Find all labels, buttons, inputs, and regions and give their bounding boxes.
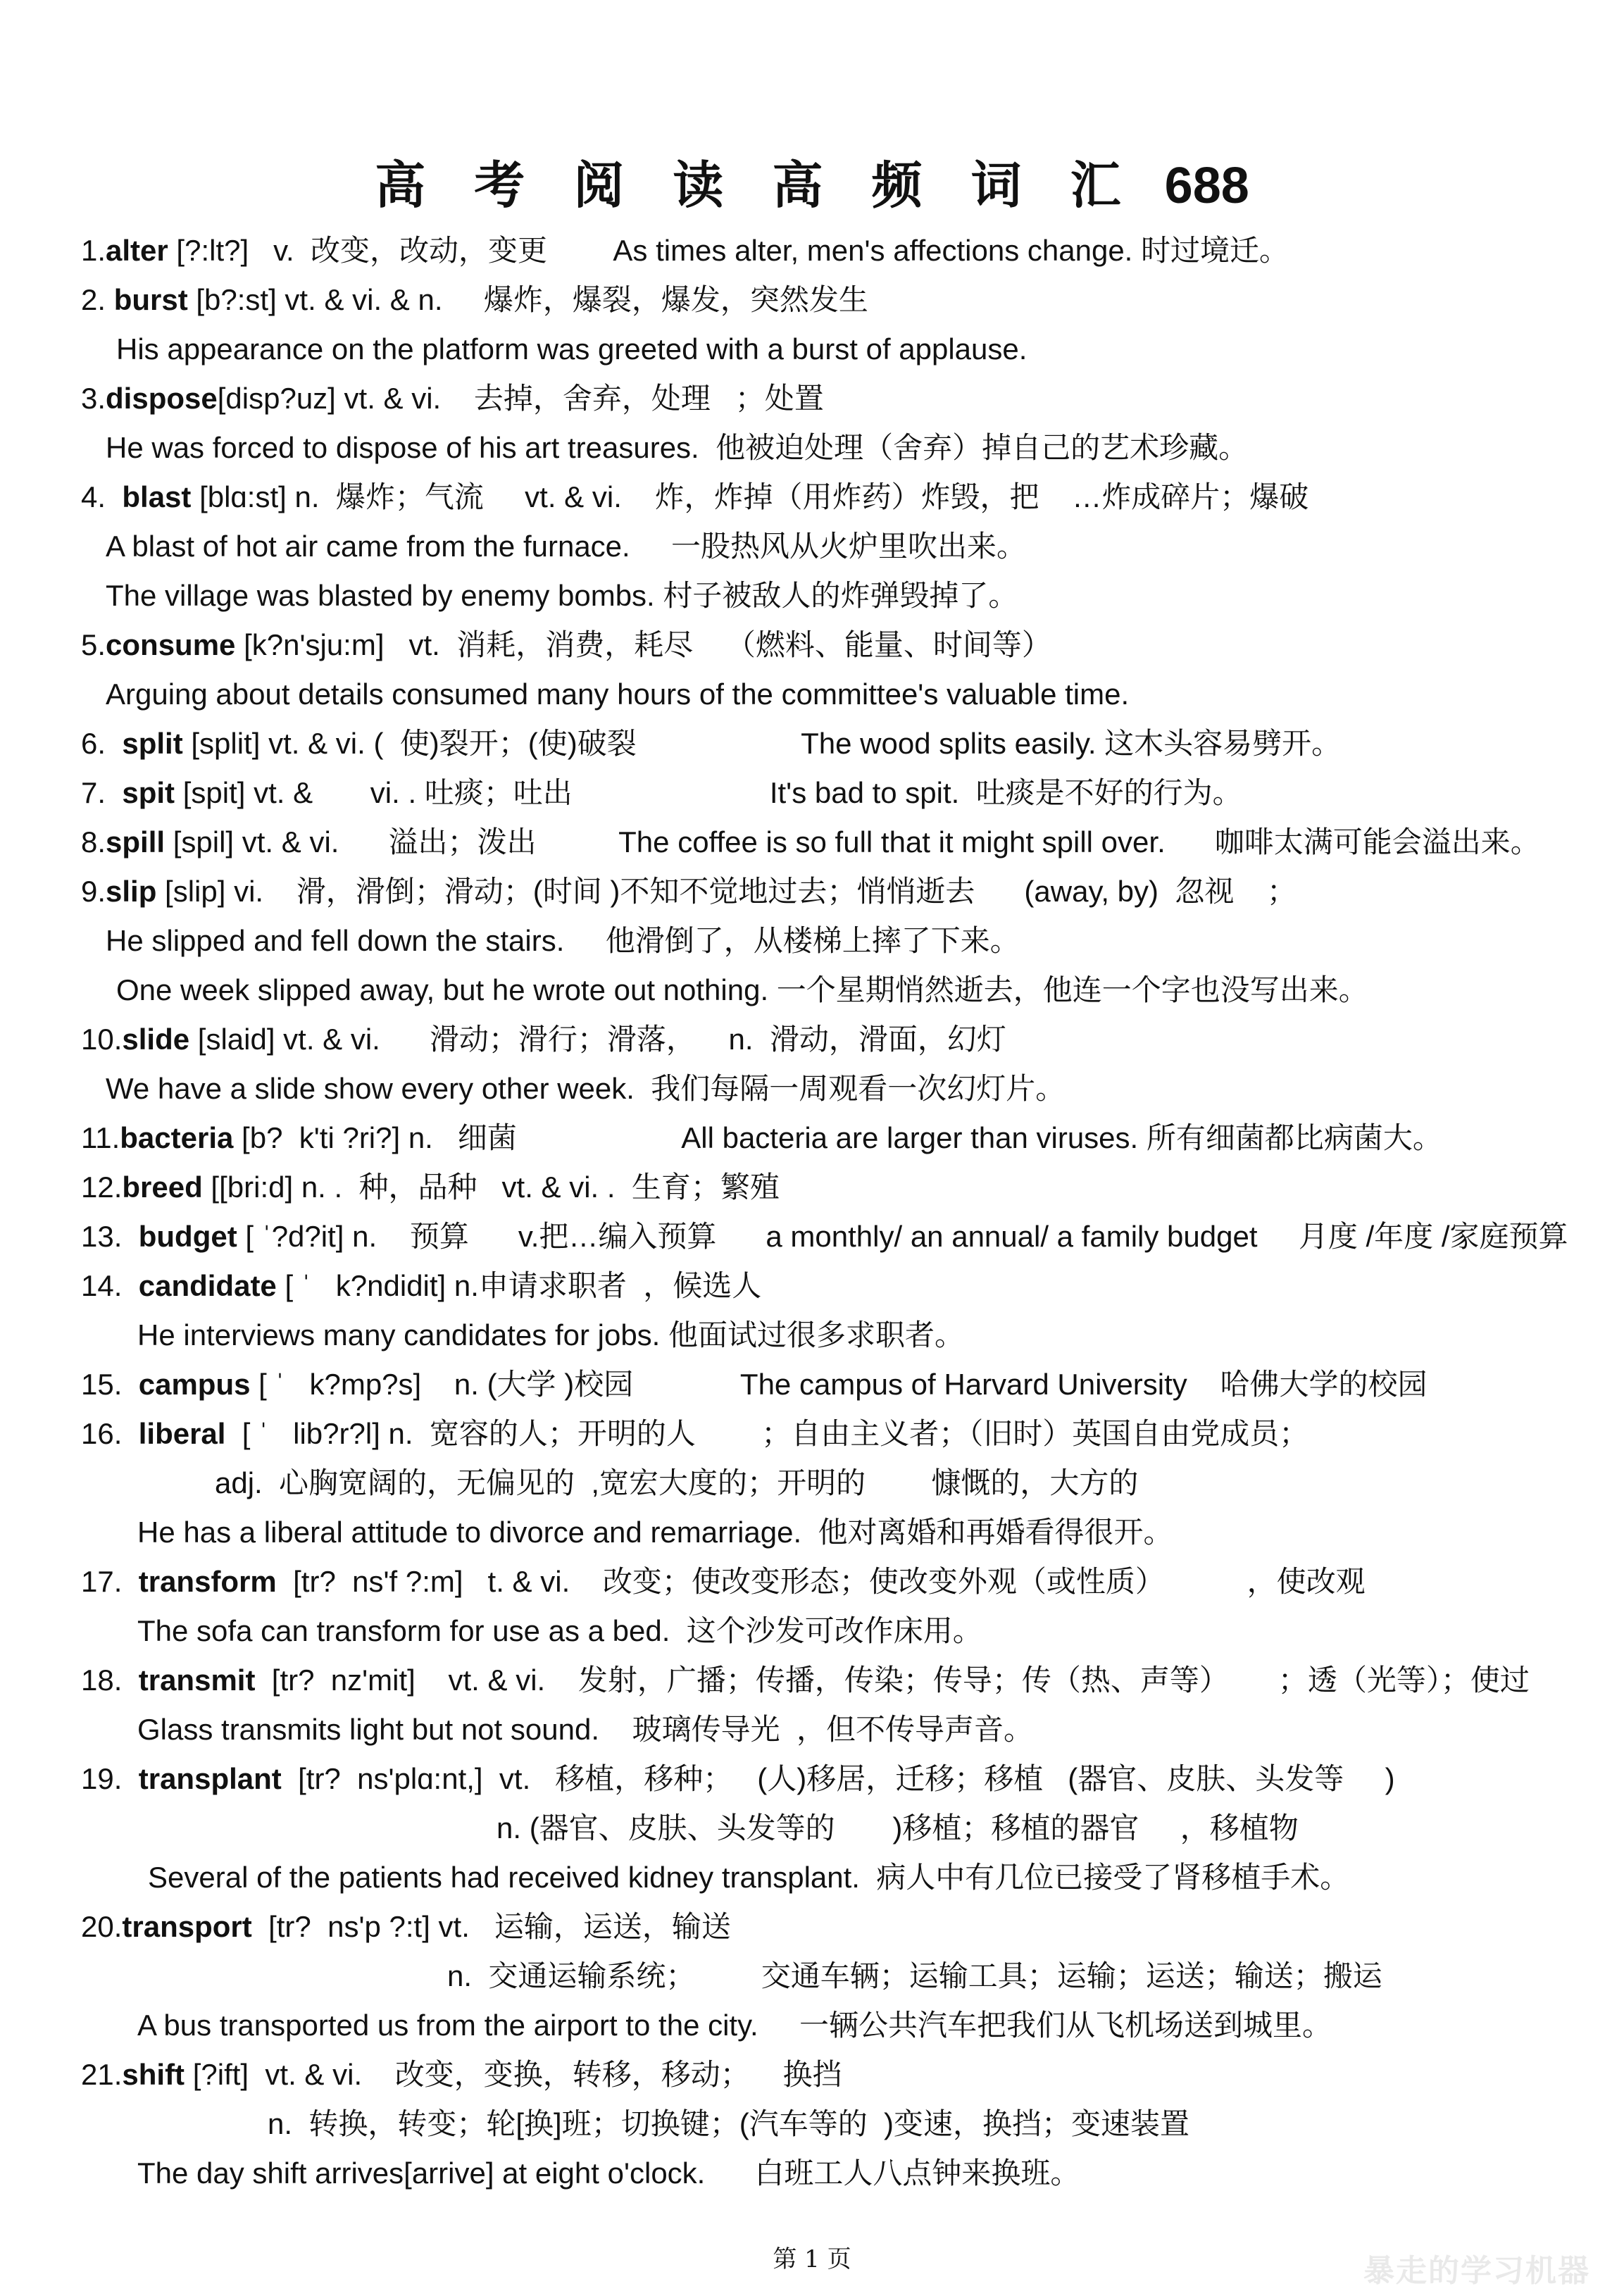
example-line bbox=[137, 2007, 1332, 2044]
entry-word: liberal bbox=[138, 1417, 226, 1450]
entry-definition: [b? k'ti ?ri?] n. 细菌 All bacteria are larger than viruses. 所有细菌都比病菌大。 bbox=[233, 1121, 1442, 1154]
entry-word: transmit bbox=[138, 1663, 256, 1697]
entry-definition: [tr? ns'f ?:m] t. & vi. 改变；使改变形态；使改变外观（或性质） ，使改观 bbox=[276, 1565, 1366, 1598]
example-line bbox=[116, 331, 1027, 368]
example-text: He interviews many candidates for jobs. 他面试过很多求职者。 bbox=[137, 1318, 965, 1351]
entry-number: 11. bbox=[81, 1121, 120, 1154]
entry-definition: [spil] vt. & vi. 溢出；泼出 The coffee is so full that it might spill over. 咖啡太满可能会溢出来。 bbox=[165, 825, 1540, 859]
vocab-entry bbox=[81, 1268, 761, 1304]
entry-definition: [k?n'sju:m] vt. 消耗，消费，耗尽 （燃料、能量、时间等） bbox=[235, 628, 1051, 661]
example-line bbox=[137, 1317, 964, 1354]
example-line bbox=[106, 923, 1020, 959]
example-line bbox=[268, 2106, 1189, 2142]
example-line bbox=[137, 1514, 1173, 1551]
entry-word: spit bbox=[122, 776, 175, 809]
example-line bbox=[496, 1810, 1299, 1847]
vocab-entry bbox=[81, 775, 1242, 811]
example-text: A bus transported us from the airport to the city. 一辆公共汽车把我们从飞机场送到城里。 bbox=[137, 2009, 1332, 2042]
entry-word: transform bbox=[138, 1565, 277, 1598]
vocab-entry bbox=[81, 1021, 1006, 1058]
entry-word: bacteria bbox=[120, 1121, 234, 1154]
vocab-entry bbox=[81, 282, 868, 318]
entry-word: transplant bbox=[138, 1762, 282, 1795]
example-text: A blast of hot air came from the furnace. 一股热风从火炉里吹出来。 bbox=[106, 530, 1027, 563]
vocab-entry bbox=[81, 1761, 1395, 1797]
example-text: He has a liberal attitude to divorce and remarriage. 他对离婚和再婚看得很开。 bbox=[137, 1516, 1173, 1549]
example-line bbox=[106, 676, 1129, 713]
vocab-entry bbox=[81, 1169, 780, 1206]
title-text: 高 考 阅 读 高 频 词 汇 bbox=[375, 155, 1137, 215]
entry-word: budget bbox=[138, 1220, 237, 1253]
entry-definition: [b?:st] vt. & vi. & n. 爆炸，爆裂，爆发，突然发生 bbox=[187, 283, 868, 316]
entry-definition: [spit] vt. & vi. . 吐痰；吐出 It's bad to spit. 吐痰是不好的行为。 bbox=[175, 776, 1242, 809]
entry-definition: [[bri:d] n. . 种，品种 vt. & vi. . 生育；繁殖 bbox=[202, 1171, 780, 1204]
entry-word: candidate bbox=[138, 1269, 277, 1302]
entry-word: alter bbox=[106, 234, 168, 267]
example-text: The village was blasted by enemy bombs. 村子被敌人的炸弹毁掉了。 bbox=[106, 579, 1018, 612]
vocab-entry bbox=[81, 725, 1341, 762]
entry-word: campus bbox=[138, 1368, 251, 1401]
vocab-entry bbox=[81, 1416, 1308, 1452]
entry-number: 19. bbox=[81, 1762, 139, 1795]
entry-number: 7. bbox=[81, 776, 123, 809]
example-line bbox=[116, 972, 1368, 1009]
vocab-entry bbox=[81, 873, 1297, 910]
entry-definition: [split] vt. & vi. ( 使)裂开；(使)破裂 The wood splits easily. 这木头容易劈开。 bbox=[182, 727, 1342, 760]
entry-definition: [tr? ns'plɑ:nt,] vt. 移植，移种； (人)移居，迁移；移植 (器官、皮肤、头发等 ) bbox=[281, 1762, 1395, 1795]
entry-number: 17. bbox=[81, 1565, 139, 1598]
example-text: We have a slide show every other week. 我们每隔一周观看一次幻灯片。 bbox=[106, 1072, 1066, 1105]
entry-number: 14. bbox=[81, 1269, 139, 1302]
entry-number: 12. bbox=[81, 1171, 123, 1204]
entry-definition: [disp?uz] vt. & vi. 去掉，舍弃，处理 ；处置 bbox=[217, 382, 824, 415]
entry-word: slip bbox=[106, 875, 157, 908]
vocab-entry bbox=[81, 1366, 1427, 1403]
example-text: n. 转换，转变；轮[换]班；切换键；(汽车等的 )变速，换挡；变速装置 bbox=[268, 2107, 1190, 2140]
entry-definition: [ ˈ lib?r?l] n. 宽容的人；开明的人 ；自由主义者；（旧时）英国自由党成员； bbox=[225, 1417, 1309, 1450]
example-line bbox=[447, 1958, 1382, 1995]
example-text: adj. 心胸宽阔的，无偏见的 ,宽宏大度的；开明的 慷慨的，大方的 bbox=[215, 1466, 1139, 1499]
entry-word: transport bbox=[122, 1910, 252, 1943]
example-line bbox=[106, 430, 1248, 466]
page-title bbox=[0, 144, 1624, 218]
vocab-entry bbox=[81, 824, 1540, 861]
example-text: The sofa can transform for use as a bed. 这个沙发可改作床用。 bbox=[137, 1614, 982, 1647]
example-line bbox=[137, 2155, 1080, 2192]
entry-definition: [blɑ:st] n. 爆炸；气流 vt. & vi. 炸，炸掉（用炸药）炸毁，把 …炸成碎片；爆破 bbox=[191, 480, 1309, 513]
vocab-entry bbox=[81, 232, 1289, 269]
example-line bbox=[106, 528, 1026, 565]
entry-number: 8. bbox=[81, 825, 106, 859]
entry-number: 10. bbox=[81, 1023, 123, 1056]
example-text: He was forced to dispose of his art treasures. 他被迫处理（舍弃）掉自己的艺术珍藏。 bbox=[106, 431, 1249, 464]
entry-number: 16. bbox=[81, 1417, 139, 1450]
entry-number: 15. bbox=[81, 1368, 139, 1401]
entry-number: 18. bbox=[81, 1663, 139, 1697]
example-text: Several of the patients had received kidney transplant. 病人中有几位已接受了肾移植手术。 bbox=[148, 1861, 1350, 1894]
entry-definition: [tr? ns'p ?:t] vt. 运输，运送，输送 bbox=[251, 1910, 731, 1943]
example-line bbox=[137, 1711, 1033, 1748]
example-text: n. 交通运输系统； 交通车辆；运输工具；运输；运送；输送；搬运 bbox=[447, 1959, 1382, 1992]
vocab-entry bbox=[81, 2056, 842, 2093]
example-text: He slipped and fell down the stairs. 他滑倒了，从楼梯上摔了下来。 bbox=[106, 924, 1020, 957]
entry-word: burst bbox=[113, 283, 188, 316]
example-text: The day shift arrives[arrive] at eight o'clock. 白班工人八点钟来换班。 bbox=[137, 2156, 1080, 2190]
page-number: 第 1 页 bbox=[773, 2245, 851, 2273]
entry-definition: [ ˈ k?mp?s] n. (大学 )校园 The campus of Harvard University 哈佛大学的校园 bbox=[250, 1368, 1428, 1401]
vocab-entry bbox=[81, 1909, 731, 1945]
entry-number: 21. bbox=[81, 2058, 123, 2091]
entry-number: 2. bbox=[81, 283, 114, 316]
entry-word: slide bbox=[122, 1023, 190, 1056]
entry-number: 4. bbox=[81, 480, 123, 513]
entry-number: 1. bbox=[81, 234, 106, 267]
entry-number: 9. bbox=[81, 875, 106, 908]
entry-word: breed bbox=[122, 1171, 203, 1204]
vocab-entry bbox=[81, 1218, 1568, 1255]
entry-definition: [slaid] vt. & vi. 滑动；滑行；滑落， n. 滑动，滑面，幻灯 bbox=[189, 1023, 1006, 1056]
example-line bbox=[106, 1070, 1065, 1107]
example-text: n. (器官、皮肤、头发等的 )移植；移植的器官 ，移植物 bbox=[496, 1811, 1299, 1844]
entry-number: 6. bbox=[81, 727, 123, 760]
entry-definition: [ ˈ?d?it] n. 预算 v.把…编入预算 a monthly/ an annual/ a family budget 月度 /年度 /家庭预算 bbox=[237, 1220, 1568, 1253]
entry-word: dispose bbox=[106, 382, 218, 415]
entry-word: shift bbox=[122, 2058, 185, 2091]
entry-word: spill bbox=[106, 825, 165, 859]
entry-definition: [?:lt?] v. 改变，改动，变更 As times alter, men's affections change. 时过境迁。 bbox=[168, 234, 1289, 267]
watermark: 暴走的学习机器 bbox=[1363, 2253, 1590, 2289]
entry-definition: [ ˈ k?ndidit] n.申请求职者 ，候选人 bbox=[276, 1269, 762, 1302]
entry-number: 3. bbox=[81, 382, 106, 415]
entry-definition: [?ift] vt. & vi. 改变，变换，转移，移动； 换挡 bbox=[185, 2058, 842, 2091]
example-text: One week slipped away, but he wrote out nothing. 一个星期悄然逝去，他连一个字也没写出来。 bbox=[116, 973, 1368, 1006]
vocab-entry bbox=[81, 1120, 1442, 1156]
example-text: Glass transmits light but not sound. 玻璃传导光 ，但不传导声音。 bbox=[137, 1713, 1033, 1746]
title-number: 688 bbox=[1164, 158, 1249, 214]
entry-definition: [tr? nz'mit] vt. & vi. 发射，广播；传播，传染；传导；传（热、声等） ；透（光等）；使过 bbox=[255, 1663, 1530, 1697]
entry-number: 5. bbox=[81, 628, 106, 661]
example-line bbox=[148, 1859, 1349, 1896]
vocab-entry bbox=[81, 479, 1308, 516]
entry-word: consume bbox=[106, 628, 236, 661]
entry-number: 20. bbox=[81, 1910, 123, 1943]
vocab-entry bbox=[81, 380, 824, 417]
entry-word: blast bbox=[122, 480, 192, 513]
entry-number: 13. bbox=[81, 1220, 139, 1253]
example-line bbox=[106, 578, 1018, 614]
vocab-entry bbox=[81, 1563, 1366, 1600]
vocab-entry bbox=[81, 1662, 1530, 1699]
entry-word: split bbox=[122, 727, 183, 760]
example-text: Arguing about details consumed many hours of the committee's valuable time. bbox=[106, 678, 1130, 711]
entry-definition: [slip] vi. 滑，滑倒；滑动；(时间 )不知不觉地过去；悄悄逝去 (away, by) 忽视 ； bbox=[156, 875, 1297, 908]
example-line bbox=[137, 1613, 982, 1649]
example-line bbox=[215, 1465, 1138, 1502]
example-text: His appearance on the platform was greeted with a burst of applause. bbox=[116, 332, 1028, 366]
vocab-entry bbox=[81, 627, 1051, 663]
